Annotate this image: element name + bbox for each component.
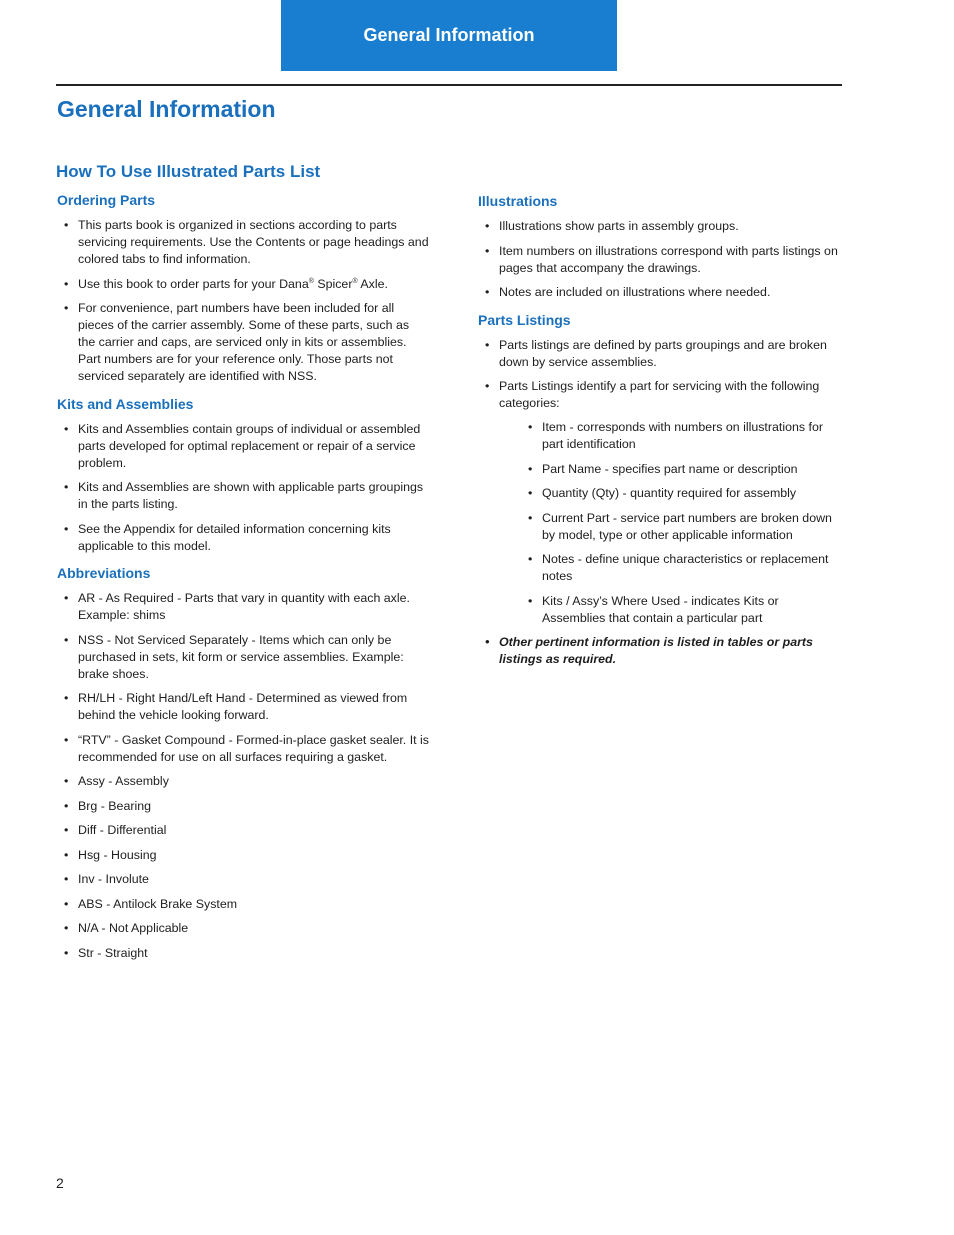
- pertinent-info-note: • Other pertinent information is listed in tables or parts listings as required.: [478, 634, 843, 668]
- right-column: [478, 193, 843, 676]
- list-item: • NSS - Not Serviced Separately - Items which can only be purchased in sets, kit form or service assemblies. Example: brake shoes.: [57, 632, 429, 683]
- list-item: • Quantity (Qty) - quantity required for assembly: [521, 485, 843, 502]
- list-item: • For convenience, part numbers have been included for all pieces of the carrier assembly. Some of these parts, such as the carrier and caps, are serviced only in kits or assemblies. Part numbers are for your reference only. Those parts not serviced separately are identified with NSS.: [57, 300, 429, 385]
- list-item: • Item numbers on illustrations correspond with parts listings on pages that accompany the drawings.: [478, 243, 843, 277]
- header-divider: [56, 84, 842, 86]
- list-item: • RH/LH - Right Hand/Left Hand - Determined as viewed from behind the vehicle looking forward.: [57, 690, 429, 724]
- list-item: • Diff - Differential: [57, 822, 429, 839]
- header-tab: [281, 0, 617, 71]
- list-item: • This parts book is organized in sections according to parts servicing requirements. Use the Contents or page headings and colored tabs to find information.: [57, 217, 429, 268]
- kits-heading: Kits and Assemblies: [57, 395, 194, 412]
- dana-suffix: Axle.: [357, 276, 388, 291]
- list-item: • Notes are included on illustrations where needed.: [478, 284, 843, 301]
- list-item: • Item - corresponds with numbers on illustrations for part identification: [521, 419, 843, 453]
- list-item: • Kits and Assemblies contain groups of individual or assembled parts developed for optimal replacement or repair of a service problem.: [57, 421, 429, 472]
- list-item-categories: [478, 378, 843, 627]
- list-item: • Inv - Involute: [57, 871, 429, 888]
- list-item: • ABS - Antilock Brake System: [57, 896, 429, 913]
- dana-middle: Spicer: [313, 276, 353, 291]
- registered-mark: ®: [352, 277, 358, 285]
- ordering-parts-list: [57, 217, 429, 385]
- categories-list: [521, 419, 843, 627]
- list-item: • AR - As Required - Parts that vary in quantity with each axle. Example: shims: [57, 590, 429, 624]
- list-item-dana: [57, 276, 429, 293]
- parts-listings-heading: Parts Listings: [478, 311, 571, 328]
- list-item: • Assy - Assembly: [57, 773, 429, 790]
- list-item: • “RTV” - Gasket Compound - Formed-in-place gasket sealer. It is recommended for use on all surfaces requiring a gasket.: [57, 732, 429, 766]
- illustrations-list: [478, 218, 843, 301]
- abbreviations-heading: Abbreviations: [57, 565, 151, 581]
- list-item: • Illustrations show parts in assembly groups.: [478, 218, 843, 235]
- page-number: 2: [56, 1175, 64, 1191]
- illustrations-heading: Illustrations: [478, 193, 558, 209]
- header-tab-label: General Information: [363, 25, 535, 45]
- abbreviations-list: [57, 590, 429, 962]
- left-column: [57, 192, 429, 969]
- list-item: • Part Name - specifies part name or description: [521, 461, 843, 478]
- list-item: • Str - Straight: [57, 945, 429, 962]
- ordering-parts-heading: Ordering Parts: [57, 192, 156, 208]
- parts-listings-list: [478, 337, 843, 669]
- list-item: • Kits and Assemblies are shown with applicable parts groupings in the parts listing.: [57, 479, 429, 513]
- list-item: • Hsg - Housing: [57, 847, 429, 864]
- list-item: • Notes - define unique characteristics or replacement notes: [521, 551, 843, 585]
- list-item: • Brg - Bearing: [57, 798, 429, 815]
- page-title: General Information: [57, 96, 276, 122]
- registered-mark: ®: [308, 277, 314, 285]
- list-item: • Parts listings are defined by parts groupings and are broken down by service assemblies.: [478, 337, 843, 371]
- kits-list: [57, 421, 429, 555]
- list-item: • N/A - Not Applicable: [57, 920, 429, 937]
- section-title: How To Use Illustrated Parts List: [56, 162, 321, 181]
- list-item: • Current Part - service part numbers are broken down by model, type or other applicable information: [521, 510, 843, 544]
- list-item: • Kits / Assy’s Where Used - indicates Kits or Assemblies that contain a particular part: [521, 593, 843, 627]
- dana-prefix: Use this book to order parts for your Dana: [78, 276, 309, 291]
- list-item: • See the Appendix for detailed information concerning kits applicable to this model.: [57, 521, 429, 555]
- categories-intro: Parts Listings identify a part for servicing with the following categories:: [499, 379, 820, 410]
